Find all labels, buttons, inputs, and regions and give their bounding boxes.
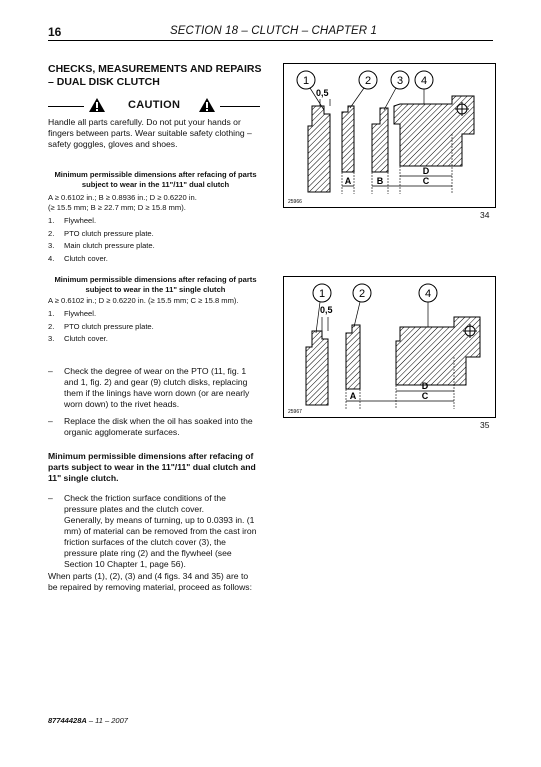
- callout-label: 1: [302, 75, 310, 87]
- caution-rule-left: [48, 106, 84, 107]
- min-dims-heading: Minimum permissible dimensions after refacing of parts subject to wear in the 11"/11" dual clutch and 11" single clutch.: [48, 451, 256, 483]
- figure-number: 34: [480, 210, 490, 220]
- single-clutch-parts-list: [48, 308, 273, 346]
- figure-number: 35: [480, 420, 490, 430]
- doc-date: – 11 – 2007: [86, 716, 128, 725]
- caution-text: Handle all parts carefully. Do not put your hands or fingers between parts. Wear suitable safety clothing – safety goggles, gloves and shoes.: [48, 117, 252, 149]
- list-item: 3. Clutch cover.: [48, 334, 108, 343]
- figure-code: 25966: [288, 199, 302, 205]
- friction-block: [48, 493, 260, 570]
- list-item: 4. Clutch cover.: [48, 253, 108, 263]
- callout-label: 3: [396, 75, 404, 87]
- friction-check: – Check the friction surface conditions of the pressure plates and the clutch cover.: [48, 493, 226, 514]
- callout-label: 2: [364, 75, 372, 87]
- list-item: 1. Flywheel.: [48, 309, 97, 318]
- doc-code: 87744428A: [48, 716, 87, 725]
- friction-detail: Generally, by means of turning, up to 0.0393 in. (1 mm) of material can be removed from the cast iron friction surfaces of the clutch cover (3), the pressure plate ring (2) and the flywheel (see Section 10 Chapter 1, page 56).: [64, 515, 257, 569]
- callout-label: 2: [358, 288, 366, 300]
- dim-label: B: [376, 176, 384, 186]
- dim-label: C: [422, 176, 430, 186]
- dim-label: A: [344, 176, 352, 186]
- clutch-diagram-dual: [284, 64, 495, 207]
- page-number: 16: [48, 25, 62, 39]
- single-clutch-dims: [48, 296, 273, 346]
- list-item: 2. PTO clutch pressure plate.: [48, 228, 154, 238]
- callout-label: 1: [318, 288, 326, 300]
- check-item: – Replace the disk when the oil has soaked into the organic agglomerate surfaces.: [48, 416, 253, 437]
- dual-clutch-heading: Minimum permissible dimensions after refacing of parts subject to wear in the 11"/11" dual clutch: [54, 170, 257, 189]
- section-title: SECTION 18 – CLUTCH – CHAPTER 1: [170, 25, 377, 37]
- clutch-diagram-single: [284, 277, 495, 417]
- figure-34: [283, 63, 496, 208]
- page-title: CHECKS, MEASUREMENTS AND REPAIRS – DUAL DISK CLUTCH: [48, 63, 262, 88]
- dims-line: A ≥ 0.6102 in.; D ≥ 0.6220 in. (≥ 15.5 mm; C ≥ 15.8 mm).: [48, 296, 239, 305]
- dim-label: A: [349, 391, 357, 401]
- dims-inches: A ≥ 0.6102 in.; B ≥ 0.8936 in.; D ≥ 0.6220 in.: [48, 193, 197, 202]
- figure-35: [283, 276, 496, 418]
- caution-label: CAUTION: [128, 99, 181, 111]
- dim-label: 0,5: [316, 88, 329, 98]
- caution-banner: [48, 97, 260, 115]
- list-item: 3. Main clutch pressure plate.: [48, 241, 155, 250]
- figure-code: 25967: [288, 409, 302, 415]
- dim-label: 0,5: [320, 305, 333, 315]
- single-clutch-heading: Minimum permissible dimensions after refacing of parts subject to wear in the 11" single clutch: [54, 275, 257, 294]
- caution-rule-right: [220, 106, 260, 107]
- warning-icon: [198, 97, 216, 113]
- dims-mm: (≥ 15.5 mm; B ≥ 22.7 mm; D ≥ 15.8 mm).: [48, 203, 186, 212]
- dual-clutch-dims: [48, 193, 268, 265]
- callout-label: 4: [420, 75, 428, 87]
- list-item: 1. Flywheel.: [48, 216, 97, 225]
- closing-text: When parts (1), (2), (3) and (4 figs. 34 and 35) are to be repaired by removing material, proceed as follows:: [48, 571, 252, 592]
- dual-clutch-parts-list: [48, 215, 268, 265]
- callout-label: 4: [424, 288, 432, 300]
- footer: [48, 716, 128, 725]
- list-item: 2. PTO clutch pressure plate.: [48, 321, 154, 331]
- dim-label: C: [421, 391, 429, 401]
- check-item: – Check the degree of wear on the PTO (11, fig. 1 and 1, fig. 2) and gear (9) clutch disks, replacing them if the linings have worn down (or are nearly worn down) to the rivet heads.: [48, 366, 250, 409]
- dim-label: D: [422, 166, 430, 176]
- warning-icon: [88, 97, 106, 113]
- header-rule: [48, 40, 493, 41]
- checks-list: [48, 366, 260, 438]
- dim-label: D: [421, 381, 429, 391]
